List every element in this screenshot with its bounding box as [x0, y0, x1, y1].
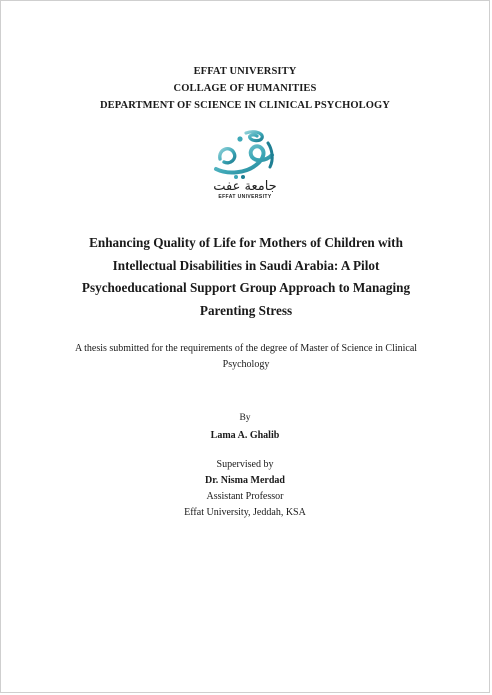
supervisor-role: Assistant Professor	[206, 491, 284, 502]
university-name: EFFAT UNIVERSITY	[193, 66, 297, 77]
effat-calligraphy-icon	[210, 129, 280, 181]
institution-header	[1, 63, 489, 114]
title-line: Psychoeducational Support Group Approach to Managing	[81, 280, 411, 295]
submission-statement	[41, 341, 451, 373]
college-name: COLLAGE OF HUMANITIES	[173, 83, 317, 94]
thesis-title	[61, 232, 431, 322]
university-logo	[1, 129, 489, 215]
supervised-by-label: Supervised by	[216, 459, 274, 470]
supervisor-name: Dr. Nisma Merdad	[205, 475, 285, 486]
title-line: Enhancing Quality of Life for Mothers of Children with	[89, 235, 403, 250]
author-name: Lama A. Ghalib	[210, 430, 280, 441]
submission-line: A thesis submitted for the requirements of the degree of Master of Science in Clinical	[74, 343, 418, 354]
logo-arabic-name: جامعة عفت	[213, 179, 277, 194]
supervisor-affiliation: Effat University, Jeddah, KSA	[184, 507, 306, 518]
title-line: Parenting Stress	[199, 302, 293, 318]
submission-line: Psychology	[222, 359, 270, 370]
department-name: DEPARTMENT OF SCIENCE IN CLINICAL PSYCHOLOGY	[99, 100, 390, 111]
logo-caption: EFFAT UNIVERSITY	[218, 194, 272, 200]
by-label: By	[239, 413, 251, 423]
supervision-block	[1, 457, 489, 521]
title-line: Intellectual Disabilities in Saudi Arabia: A Pilot	[112, 257, 380, 273]
